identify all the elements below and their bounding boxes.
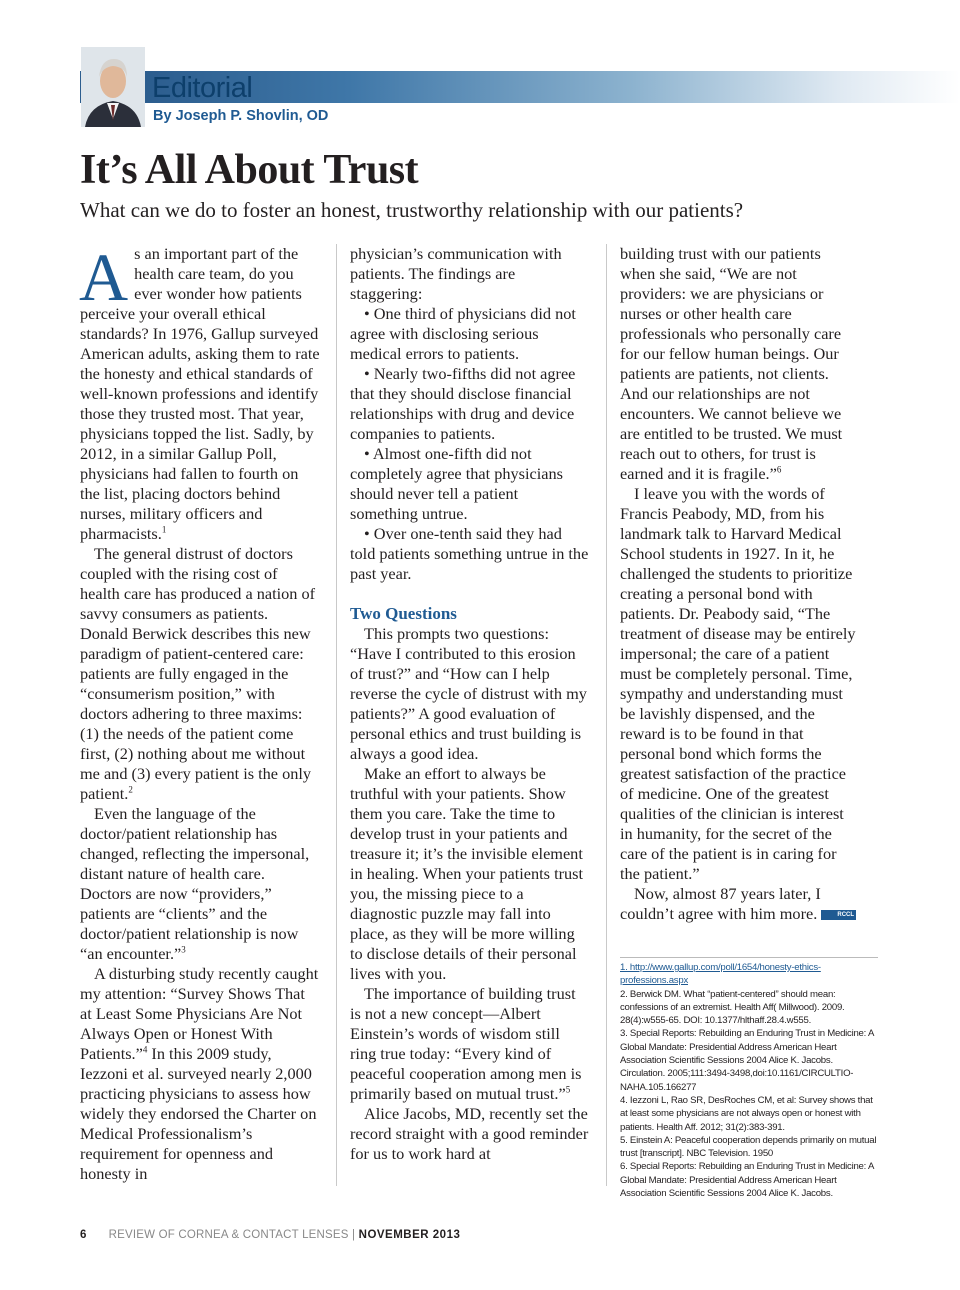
paragraph-text: building trust with our patients when she said, “We are not providers: we are physicians or nurses or other health care professionals who personally care for our fellow human beings. Our patients are patients, not clients. And our relationships are not encounters. We cannot believe we are entitled to be trusted. We must reach out to others, for trust is earned and it is fragile.” bbox=[620, 244, 843, 483]
paragraph-text: Now, almost 87 years later, I couldn’t agree with him more. bbox=[620, 884, 821, 923]
issue-date: NOVEMBER 2013 bbox=[358, 1229, 461, 1241]
article-title: It’s All About Trust bbox=[80, 147, 419, 193]
paragraph bbox=[80, 544, 320, 804]
paragraph-text: The importance of building trust is not a new concept—Albert Einstein’s words of wisdom still ring true today: “Every kind of peaceful cooperation among men is primarily based on mutual trust.” bbox=[350, 984, 582, 1103]
bullet-item: • Almost one-fifth did not completely agree that physicians should never tell a patient something untrue. bbox=[350, 444, 563, 523]
paragraph-text: A disturbing study recently caught my attention: “Survey Shows That at Least Some Physicians Are Not Always Open or Honest With Patients.” bbox=[80, 964, 319, 1063]
section-label: Editorial bbox=[152, 72, 253, 104]
column-1 bbox=[79, 239, 320, 1184]
footnote-ref: 2 bbox=[128, 784, 133, 795]
reference-item: 5. Einstein A: Peaceful cooperation depends primarily on mutual trust [transcript]. NBC Television. 1950 bbox=[620, 1134, 877, 1160]
footnote-ref: 6 bbox=[776, 464, 782, 475]
publication-name: REVIEW OF CORNEA & CONTACT LENSES | bbox=[108, 1229, 359, 1241]
paragraph-text: s an important part of the health care team, do you ever wonder how patients perceive your overall ethical standards? In 1976, Gallup surveyed American adults, asking them to rate the honesty and ethical standards of well-known professions and identify those they trusted most. That year, physicians topped the list. Sadly, by 2012, in a similar Gallup Poll, physicians had fallen to fourth on the list, placing doctors behind nurses, military officers and pharmacists. bbox=[80, 244, 320, 543]
paragraph bbox=[80, 964, 320, 1184]
bullet-item: • Nearly two-fifths did not agree that they should disclose financial relationships with drug and device companies to patients. bbox=[350, 364, 576, 443]
author-photo bbox=[81, 47, 145, 127]
column-divider bbox=[336, 244, 337, 1186]
paragraph: physician’s communication with patients. The findings are staggering: bbox=[350, 244, 562, 303]
page-number: 6 bbox=[80, 1229, 87, 1241]
reference-item: 4. Iezzoni L, Rao SR, DesRoches CM, et al: Survey shows that at least some physicians are not always open or honest with patients. Health Aff. 2012; 31(2):383-391. bbox=[620, 1094, 873, 1133]
drop-cap: A bbox=[79, 239, 129, 315]
byline: By Joseph P. Shovlin, OD bbox=[153, 108, 329, 124]
column-divider bbox=[606, 244, 607, 1186]
subheading: Two Questions bbox=[350, 604, 457, 623]
paragraph-text: The general distrust of doctors coupled with the rising cost of health care has produced a nation of savvy consumers as patients. Donald Berwick describes this new paradigm of patient-centered care: patients are fully engaged in the “consumerism position,” with doctors adhering to three maxims: (1) the needs of the patient come first, (2) nothing about me without me and (3) every patient is the only patient. bbox=[80, 544, 316, 803]
paragraph bbox=[79, 239, 320, 544]
reference-item: 2. Berwick DM. What “patient-centered” should mean: confessions of an extremist. Health Aff( Millwood). 2009. 28(4):w555-65. DOI: 10.1377/hlthaff.28.4.w555. bbox=[620, 988, 845, 1027]
paragraph: I leave you with the words of Francis Peabody, MD, from his landmark talk to Harvard Medical School students in 1927. In it, he challenged the students to prioritize creating a personal bond with patients. Dr. Peabody said, “The treatment of disease may be entirely impersonal; the care of a patient must be completely personal. Time, sympathy and understanding must be lavishly dispensed, and the reward is to be found in that personal bond which forms the greatest satisfaction of the practice of medicine. One of the greatest qualities of the clinician is interest in humanity, for the secret of the care of the patient is in caring for the patient.” bbox=[620, 484, 856, 883]
article-subtitle: What can we do to foster an honest, trustworthy relationship with our patients? bbox=[80, 198, 744, 222]
end-mark-icon: RCCL bbox=[821, 910, 856, 920]
bullet-item: • One third of physicians did not agree with disclosing serious medical errors to patients. bbox=[350, 304, 576, 363]
reference-item: 6. Special Reports: Rebuilding an Enduring Trust in Medicine: A Global Mandate: Presidential Address American Heart Association Scientific Sessions 2004 Alice K. Jacobs. bbox=[620, 1161, 874, 1200]
column-2 bbox=[350, 244, 590, 1164]
header-gradient-band bbox=[146, 71, 960, 103]
paragraph bbox=[350, 984, 590, 1104]
footnote-ref: 1 bbox=[161, 524, 167, 535]
paragraph bbox=[80, 804, 320, 964]
footnote-ref: 4 bbox=[142, 1044, 148, 1055]
reference-link[interactable]: 1. http://www.gallup.com/poll/1654/honesty-ethics-professions.aspx bbox=[620, 962, 821, 987]
page-footer bbox=[80, 1229, 460, 1241]
paragraph bbox=[620, 884, 860, 924]
paragraph-text: Even the language of the doctor/patient relationship has changed, reflecting the impersonal, distant nature of health care. Doctors are now “providers,” patients are “clients” and the doctor/patient relationship is now “an encounter.” bbox=[80, 804, 310, 963]
paragraph: This prompts two questions: “Have I contributed to this erosion of trust?” and “How can I help reverse the cycle of distrust with my patients?” A good evaluation of personal ethics and trust building is always a good idea. bbox=[350, 624, 587, 763]
references bbox=[620, 957, 878, 1200]
column-3 bbox=[620, 244, 860, 924]
paragraph-text: In this 2009 study, Iezzoni et al. surveyed nearly 2,000 practicing physicians to assess how widely they endorsed the Charter on Medical Professionalism’s requirement for openness and honesty in bbox=[80, 1044, 317, 1183]
footnote-ref: 5 bbox=[565, 1084, 571, 1095]
paragraph bbox=[620, 244, 860, 484]
paragraph: Alice Jacobs, MD, recently set the record straight with a good reminder for us to work hard at bbox=[350, 1104, 589, 1163]
footnote-ref: 3 bbox=[181, 944, 186, 955]
bullet-item: • Over one-tenth said they had told patients something untrue in the past year. bbox=[350, 524, 589, 583]
paragraph: Make an effort to always be truthful with your patients. Show them you care. Take the time to develop trust in your patients and treasure it; it’s the invisible element in healing. When your patients trust you, the missing piece to a diagnostic puzzle may fall into place, as they will be more willing to disclose details of their personal lives with you. bbox=[350, 764, 584, 983]
reference-item: 3. Special Reports: Rebuilding an Enduring Trust in Medicine: A Global Mandate: Presidential Address American Heart Association Scientific Sessions 2004 Alice K. Jacobs. Circulation. 2005;111:3494-3498,doi:10.1161/CIRCULTIO-NAHA.105.166277 bbox=[620, 1028, 874, 1093]
